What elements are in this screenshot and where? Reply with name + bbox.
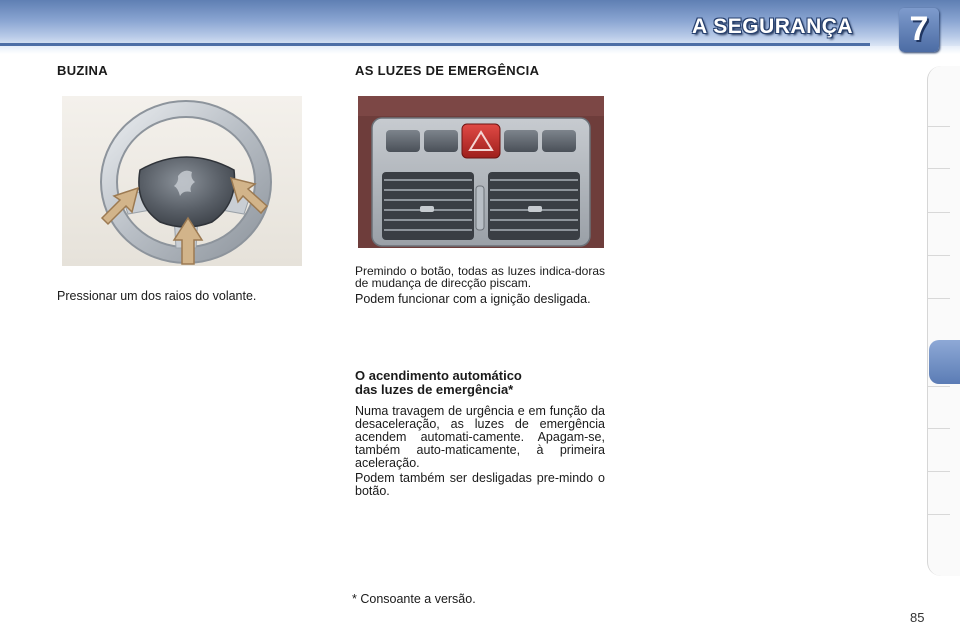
tab-divider [928, 386, 950, 387]
console-button [386, 130, 420, 152]
chapter-tabs [927, 66, 960, 576]
console-button [542, 130, 576, 152]
console-button [504, 130, 538, 152]
hazard-console-illustration [358, 96, 604, 248]
chapter-title: A SEGURANÇA [692, 15, 854, 38]
horn-caption: Pressionar um dos raios do volante. [57, 289, 257, 303]
steering-wheel-illustration [62, 96, 302, 266]
hazard-triangle-icon [462, 124, 500, 158]
auto-hazard-heading-line-2: das luzes de emergência* [355, 382, 514, 397]
page-number: 85 [910, 610, 925, 625]
tab-divider [928, 126, 950, 127]
auto-hazard-paragraph-2: Podem também ser desligadas pre-mindo o botão. [355, 471, 605, 498]
auto-hazard-heading-line-1: O acendimento automático [355, 368, 522, 383]
tab-divider [928, 471, 950, 472]
hazard-paragraph-1: Premindo o botão, todas as luzes indica-doras de mudança de direcção piscam. [355, 264, 605, 290]
chapter-tab-active[interactable] [929, 340, 960, 384]
tab-divider [928, 212, 950, 213]
tab-divider [928, 298, 950, 299]
auto-hazard-paragraph-1: Numa travagem de urgência e em função da desaceleração, as luzes de emergência acendem automati-camente. Apagam-se, também auto-maticamente, à primeira aceleração. [355, 404, 605, 470]
tab-divider [928, 428, 950, 429]
chapter-number: 7 [909, 10, 929, 48]
hazard-paragraph-2: Podem funcionar com a ignição desligada. [355, 292, 591, 306]
header-fade [0, 46, 960, 54]
steering-wheel-image [62, 96, 302, 266]
hazard-heading: AS LUZES DE EMERGÊNCIA [355, 63, 540, 78]
tab-divider [928, 168, 950, 169]
auto-hazard-heading [355, 369, 605, 397]
tab-divider [928, 514, 950, 515]
chapter-badge[interactable] [899, 8, 939, 52]
tab-divider [928, 255, 950, 256]
header-line [0, 43, 870, 46]
hazard-console-image [358, 96, 604, 248]
horn-heading: BUZINA [57, 63, 108, 78]
console-button [424, 130, 458, 152]
footnote: * Consoante a versão. [352, 592, 476, 606]
